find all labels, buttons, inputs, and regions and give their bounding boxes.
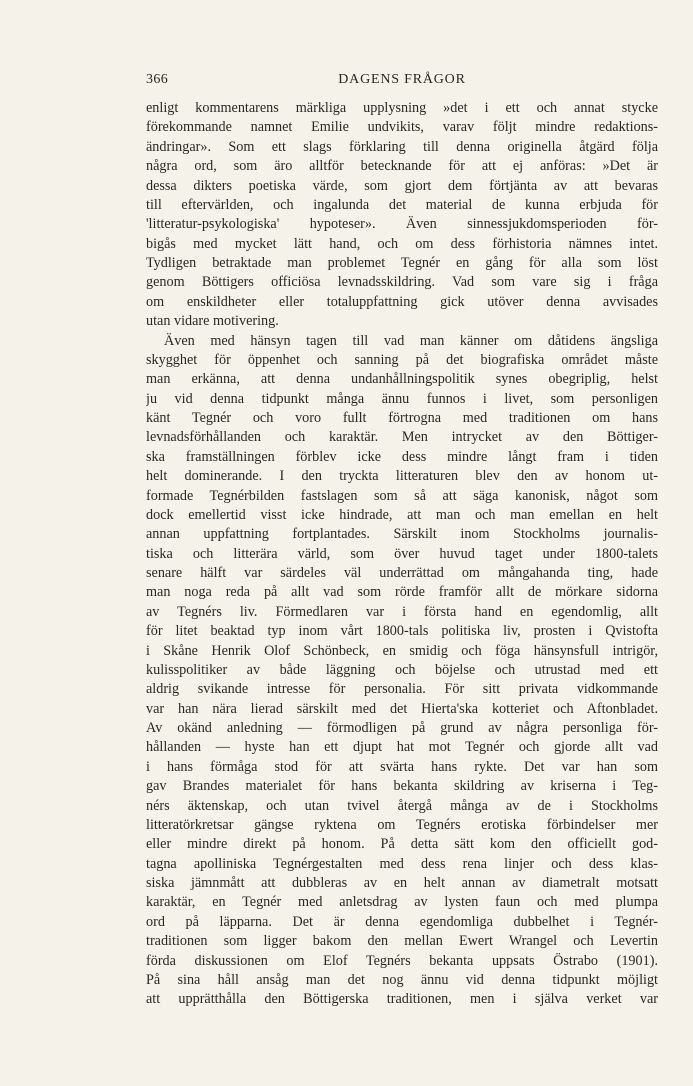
text-line: levnadsförhållanden och karaktär. Men intrycket av den Böttiger- (146, 429, 658, 446)
text-line: till eftervärlden, och ingalunda det material de kunna erbjuda för (146, 196, 658, 213)
text-line: enligt kommentarens märkliga upplysning »det i ett och annat stycke (146, 100, 658, 116)
text-line: känt Tegnér och voro fullt förtrogna med traditionen om hans (146, 410, 658, 426)
text-line: helt dominerande. I den tryckta litteraturen blev den av honom ut- (146, 468, 658, 485)
text-line: eller mindre direkt på honom. På detta sätt kom den officiellt god- (146, 836, 658, 853)
text-line: dessa dikters poetiska värde, som gjort dem förtjänta av att bevaras (146, 177, 658, 194)
text-line: Tydligen betraktade man problemet Tegnér en gång för alla som löst (146, 255, 658, 271)
text-line: förekommande namnet Emilie undvikits, varav följt mindre redaktions- (146, 119, 658, 136)
text-line: traditionen som ligger bakom den mellan Ewert Wrangel och Levertin (146, 933, 658, 950)
text-line: hållanden — hyste han ett djupt hat mot Tegnér och gjorde allt vad (146, 739, 658, 756)
text-line: karaktär, en Tegnér med anletsdrag av lysten faun och med plumpa (146, 894, 658, 911)
text-line: för litet beaktad typ inom vårt 1800-tals politiska liv, prosten i Qvistofta (146, 623, 658, 640)
body-text (146, 99, 658, 1010)
text-line: senare hälft var särdeles väl underrättad om mångahanda ting, hade (146, 565, 658, 581)
text-line: i hans förmåga stod för att svärta hans rykte. Det var han som (146, 758, 658, 775)
text-line: annan uppfattning fortplantades. Särskilt inom Stockholms journalis- (146, 526, 658, 543)
text-line: förda diskussionen om Elof Tegnérs bekanta uppsats Östrabo (1901). (146, 952, 658, 969)
text-line: siska jämnmått att dubbleras av en helt annan av diametralt motsatt (146, 875, 658, 891)
text-line: om enskildheter eller totaluppfattning gick utöver denna avvisades (146, 293, 658, 310)
text-line: utan vidare motivering. (146, 313, 279, 330)
text-line: litteratörkretsar gängse ryktena om Tegnérs erotiska förbindelser mer (146, 816, 658, 833)
text-line: tiska och litterära värld, som över huvud taget under 1800-talets (146, 545, 658, 562)
text-line: ju vid denna tidpunkt många ännu funnos i livet, som personligen (146, 390, 658, 407)
text-line: Av okänd anledning — förmodligen på grund av några personliga för- (146, 720, 658, 736)
text-line: att upprätthålla den Böttigerska traditionen, men i själva verket var (146, 991, 658, 1008)
text-line: skygghet för öppenhet och sanning på det biografiska området måste (146, 351, 658, 368)
running-title: DAGENS FRÅGOR (338, 72, 466, 87)
text-line: man erkänna, att denna undanhållningspolitik synes obegriplig, helst (146, 371, 658, 388)
text-line: formade Tegnérbilden fastslagen som så att säga kanonisk, något som (146, 487, 658, 504)
text-line: ord på läpparna. Det är denna egendomliga dubbelhet i Tegnér- (146, 913, 658, 930)
text-line: kulisspolitiker av både läggning och böjelse och utrustad med ett (146, 661, 658, 678)
text-line: gav Brandes materialet för hans bekanta skildring av kriserna i Teg- (146, 778, 658, 795)
page-header (146, 72, 658, 92)
text-line: 'litteratur-psykologiska' hypoteser». Även sinnessjukdomsperioden för- (146, 216, 658, 233)
text-line: av Tegnérs liv. Förmedlaren var i första hand en egendomlig, allt (146, 603, 658, 620)
text-line: genom Böttigers officiösa levnadsskildring. Vad som vare sig i fråga (146, 274, 658, 291)
page-number: 366 (146, 72, 169, 87)
text-line: i Skåne Henrik Olof Schönbeck, en smidig och föga hänsynsfull intrigör, (146, 642, 658, 659)
text-line: var han nära lierad särskilt med det Hierta'ska kotteriet och Aftonbladet. (146, 700, 658, 717)
text-line: ska framställningen förblev icke dess mindre långt fram i tiden (146, 448, 658, 465)
text-line: man noga reda på allt vad som rörde framför allt de mörkare sidorna (146, 584, 658, 601)
text-line: några ord, som äro alltför betecknande för att ej anföras: »Det är (146, 158, 658, 175)
text-line: nérs äktenskap, och utan tvivel återgå många av de i Stockholms (146, 797, 658, 814)
text-line: tagna apolliniska Tegnérgestalten med dess rena linjer och dess klas- (146, 855, 658, 872)
text-line: Även med hänsyn tagen till vad man känner om dåtidens ängsliga (164, 332, 658, 349)
text-line: ändringar». Som ett slags förklaring till denna originella åtgärd följa (146, 138, 658, 155)
text-line: bigås med mycket lätt hand, och om dess förhistoria nämnes intet. (146, 235, 658, 252)
text-line: dock emellertid visst icke hindrade, att man och man emellan en helt (146, 506, 658, 523)
text-line: På sina håll ansåg man det nog ännu vid denna tidpunkt möjligt (146, 971, 658, 988)
text-line: aldrig svikande intresse för personalia. För sitt privata vidkommande (146, 681, 658, 698)
